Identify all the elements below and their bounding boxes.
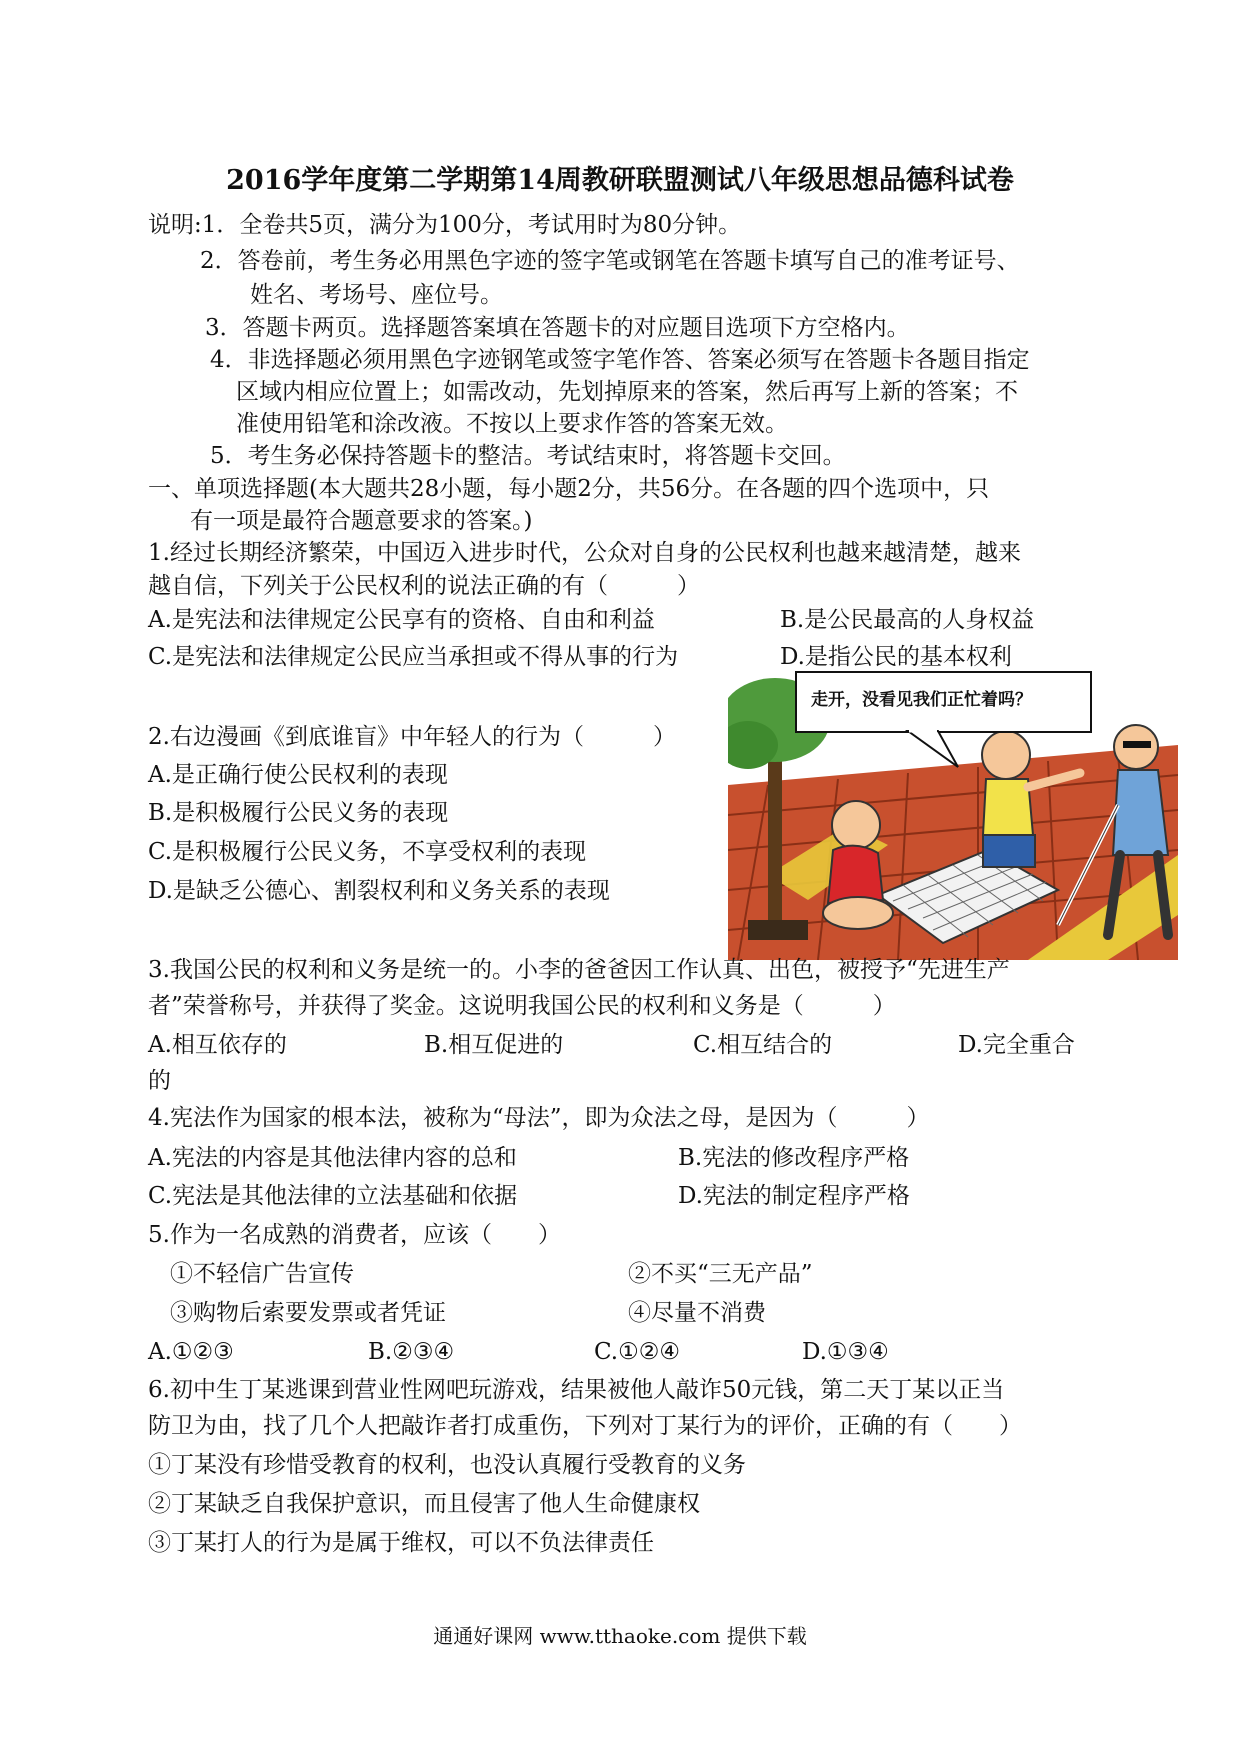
- q3-stem-1: 3.我国公民的权利和义务是统一的。小李的爸爸因工作认真、出色，被授予“先进生产: [148, 957, 1010, 983]
- speech-text: 走开，没看见我们正忙着吗？: [811, 690, 1032, 710]
- q1-option-c: C.是宪法和法律规定公民应当承担或不得从事的行为: [148, 644, 679, 670]
- q4-stem: 4.宪法作为国家的根本法，被称为“母法”，即为众法之母，是因为（ ）: [148, 1105, 930, 1131]
- q5-item-2: ②不买“三无产品”: [628, 1261, 813, 1287]
- q4-option-c: C.宪法是其他法律的立法基础和依据: [148, 1183, 518, 1209]
- q5-option-c: C.①②④: [594, 1339, 680, 1365]
- speech-bubble: [795, 671, 1092, 733]
- q5-option-d: D.①③④: [802, 1339, 889, 1365]
- q1-stem-1: 1.经过长期经济繁荣，中国迈入进步时代，公众对自身的公民权利也越来越清楚，越来: [148, 540, 1021, 566]
- q5-option-a: A.①②③: [148, 1339, 234, 1365]
- q3-option-d-cont: 的: [148, 1068, 171, 1094]
- instruction-4: 4．非选择题必须用黑色字迹钢笔或签字笔作答、答案必须写在答题卡各题目指定: [210, 347, 1030, 373]
- instruction-4-cont-2: 准使用铅笔和涂改液。不按以上要求作答的答案无效。: [236, 411, 788, 437]
- q2-option-b: B.是积极履行公民义务的表现: [148, 800, 449, 826]
- q3-option-c: C.相互结合的: [693, 1032, 833, 1058]
- q5-item-4: ④尽量不消费: [628, 1300, 766, 1326]
- q5-item-3: ③购物后索要发票或者凭证: [170, 1300, 446, 1326]
- page-footer: 通通好课网 www.tthaoke.com 提供下载: [433, 1624, 807, 1648]
- q5-stem: 5.作为一名成熟的消费者，应该（ ）: [148, 1222, 561, 1248]
- q4-option-b: B.宪法的修改程序严格: [678, 1145, 910, 1171]
- q6-item-3: ③丁某打人的行为是属于维权，可以不负法律责任: [148, 1530, 654, 1556]
- q3-stem-2: 者”荣誉称号，并获得了奖金。这说明我国公民的权利和义务是（ ）: [148, 993, 896, 1019]
- section-1-heading-cont: 有一项是最符合题意要求的答案。): [190, 508, 533, 534]
- q6-item-1: ①丁某没有珍惜受教育的权利，也没认真履行受教育的义务: [148, 1452, 746, 1478]
- q2-stem: 2.右边漫画《到底谁盲》中年轻人的行为（ ）: [148, 724, 676, 750]
- q3-option-a: A.相互依存的: [148, 1032, 287, 1058]
- q1-option-d: D.是指公民的基本权利: [780, 644, 1012, 670]
- q5-option-b: B.②③④: [368, 1339, 455, 1365]
- q4-option-d: D.宪法的制定程序严格: [678, 1183, 910, 1209]
- q2-option-a: A.是正确行使公民权利的表现: [148, 762, 448, 788]
- instruction-2: 2．答卷前，考生务必用黑色字迹的签字笔或钢笔在答题卡填写自己的准考证号、: [200, 248, 1020, 274]
- q1-stem-2: 越自信，下列关于公民权利的说法正确的有（ ）: [148, 573, 700, 599]
- page-title: 2016学年度第二学期第14周教研联盟测试八年级思想品德科试卷: [226, 165, 1014, 196]
- q1-option-b: B.是公民最高的人身权益: [780, 607, 1035, 633]
- q4-option-a: A.宪法的内容是其他法律内容的总和: [148, 1145, 517, 1171]
- q3-option-b: B.相互促进的: [424, 1032, 564, 1058]
- instruction-4-cont-1: 区域内相应位置上；如需改动，先划掉原来的答案，然后再写上新的答案；不: [236, 379, 1018, 405]
- section-1-heading: 一、单项选择题(本大题共28小题，每小题2分，共56分。在各题的四个选项中，只: [148, 476, 990, 502]
- instruction-3: 3．答题卡两页。选择题答案填在答题卡的对应题目选项下方空格内。: [205, 315, 910, 341]
- cartoon-illustration: [728, 675, 1178, 960]
- q6-stem-1: 6.初中生丁某逃课到营业性网吧玩游戏，结果被他人敲诈50元钱，第二天丁某以正当: [148, 1377, 1005, 1403]
- instruction-1: 说明:1．全卷共5页，满分为100分，考试用时为80分钟。: [148, 212, 742, 238]
- speech-bubble-tail: [903, 729, 963, 769]
- instruction-2-cont: 姓名、考场号、座位号。: [250, 282, 503, 308]
- q5-item-1: ①不轻信广告宣传: [170, 1261, 354, 1287]
- instruction-5: 5．考生务必保持答题卡的整洁。考试结束时，将答题卡交回。: [210, 443, 846, 469]
- q2-option-c: C.是积极履行公民义务，不享受权利的表现: [148, 839, 587, 865]
- q2-option-d: D.是缺乏公德心、割裂权利和义务关系的表现: [148, 878, 610, 904]
- q1-option-a: A.是宪法和法律规定公民享有的资格、自由和利益: [148, 607, 655, 633]
- q3-option-d: D.完全重合: [958, 1032, 1075, 1058]
- q6-item-2: ②丁某缺乏自我保护意识，而且侵害了他人生命健康权: [148, 1491, 700, 1517]
- q6-stem-2: 防卫为由，找了几个人把敲诈者打成重伤，下列对丁某行为的评价，正确的有（ ）: [148, 1413, 1022, 1439]
